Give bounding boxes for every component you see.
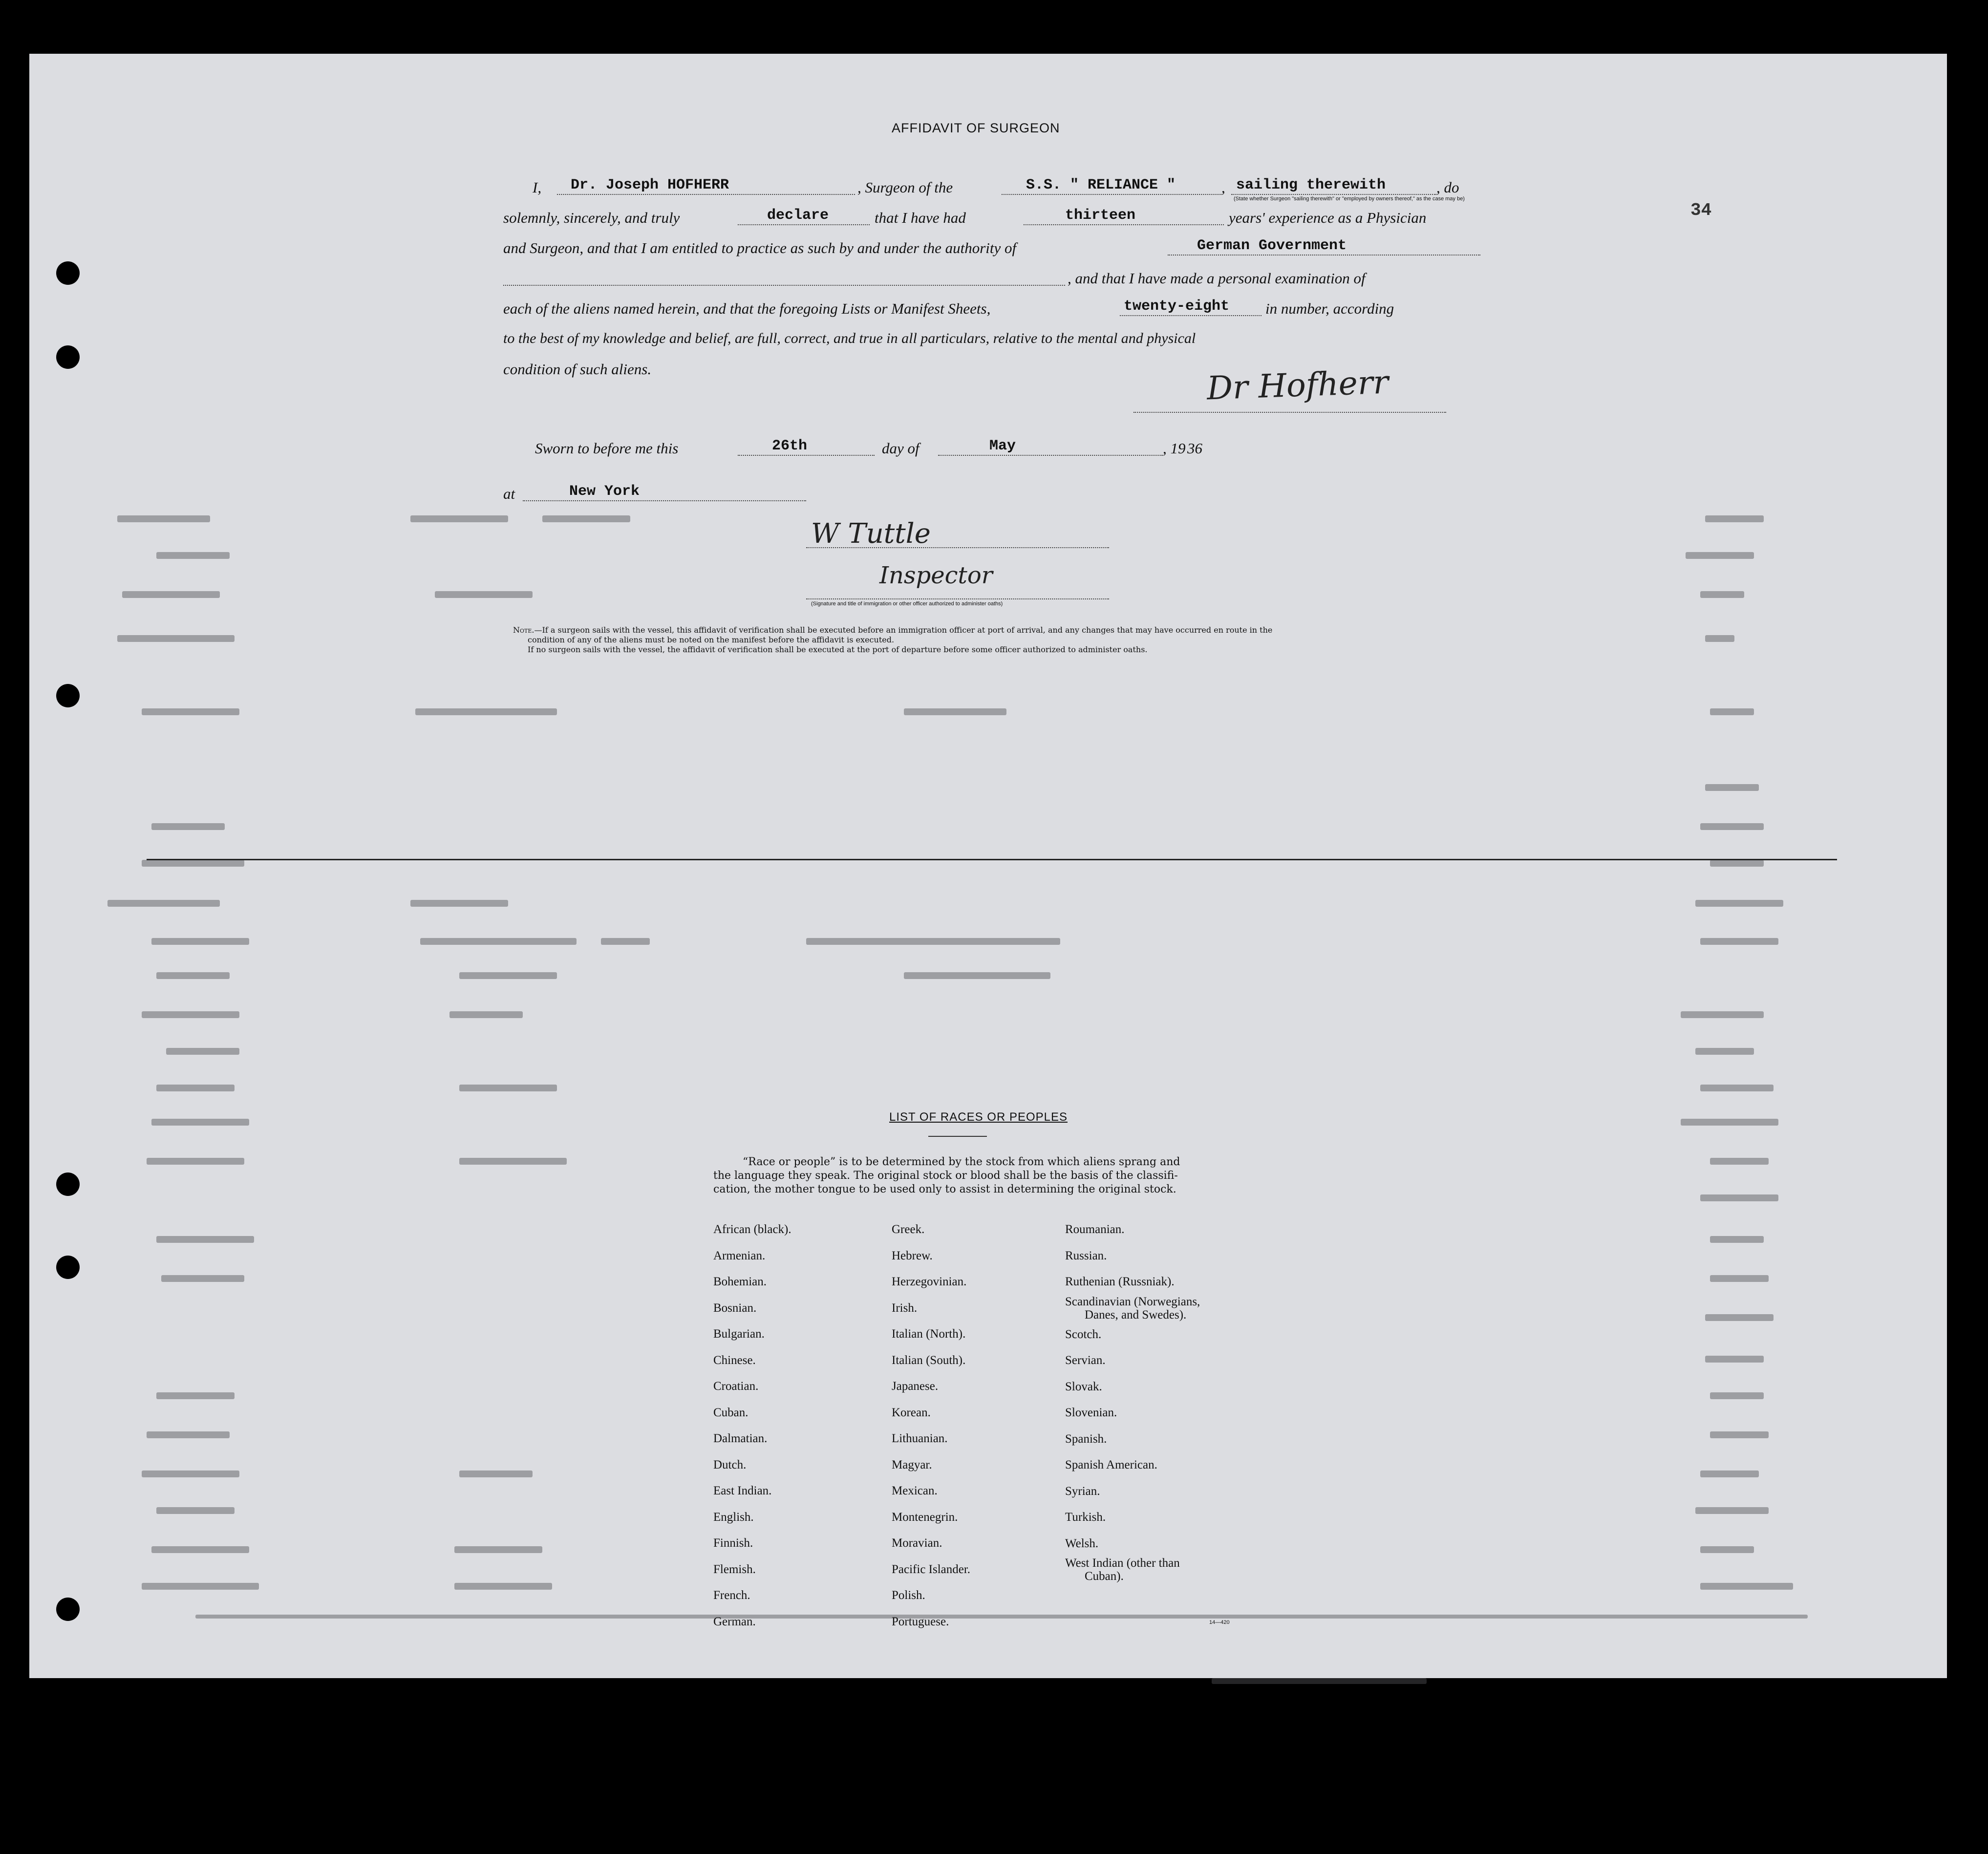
race-item: Hebrew. [892,1249,933,1262]
line2-mid: that I have had [875,209,966,226]
race-item: Italian (South). [892,1353,966,1367]
race-item: Cuban). [1085,1570,1124,1583]
race-item: East Indian. [713,1484,772,1497]
race-item: Croatian. [713,1380,759,1393]
line5-post: in number, according [1265,300,1394,317]
races-column-1 [713,1216,791,1635]
race-item: Greek. [892,1223,925,1236]
declare-verb: declare [767,207,829,224]
races-para-line2: the language they speak. The original stock or blood shall be the basis of the classifi- [713,1170,1178,1182]
races-para-line3: cation, the mother tongue to be used only to assist in determining the original stock. [713,1183,1176,1195]
races-column-3 [1065,1216,1200,1583]
line6: to the best of my knowledge and belief, are full, correct, and true in all particulars, relative to the mental and physical [503,330,1196,346]
sworn-day: 26th [772,438,808,454]
officer-signature: W Tuttle [811,518,931,550]
race-item: Chinese. [713,1353,756,1367]
note-line2: condition of any of the aliens must be noted on the manifest before the affidavit is executed. [528,635,895,644]
race-item: French. [713,1589,750,1602]
race-item: Montenegrin. [892,1510,958,1524]
race-item: Dalmatian. [713,1432,768,1445]
sworn-mid: day of [882,440,919,457]
race-item: Servian. [1065,1354,1106,1367]
sworn-place: New York [569,483,640,500]
race-item: Russian. [1065,1249,1107,1262]
race-item: Spanish. [1065,1432,1107,1446]
line5-pre: each of the aliens named herein, and that the foregoing Lists or Manifest Sheets, [503,300,991,317]
race-item: Herzegovinian. [892,1275,967,1288]
sworn-pre: Sworn to before me this [535,440,679,457]
race-item: Bulgarian. [713,1327,765,1341]
race-item: Scandinavian (Norwegians, [1065,1295,1200,1308]
years-experience: thirteen [1065,207,1136,224]
race-item: African (black). [713,1223,791,1236]
punch-hole [56,345,80,369]
races-paragraph [713,1155,1180,1196]
line3-pre: and Surgeon, and that I am entitled to practice as such by and under the authority of [503,239,1017,256]
note-block [513,625,1272,655]
status-note: (State whether Surgeon "sailing therewith" or "employed by owners thereof," as the case may be) [1234,196,1465,202]
race-item: Portuguese. [892,1615,949,1628]
surgeon-name: Dr. Joseph HOFHERR [571,177,729,193]
race-item: Finnish. [713,1536,753,1550]
sworn-month: May [989,438,1016,454]
race-item: Pacific Islander. [892,1562,971,1576]
race-item: English. [713,1510,754,1524]
line2-post: years' experience as a Physician [1229,209,1427,226]
affidavit-title: AFFIDAVIT OF SURGEON [892,121,1060,135]
page-number: 34 [1690,200,1712,220]
race-item: Polish. [892,1589,925,1602]
race-item: Lithuanian. [892,1432,948,1445]
officer-title: Inspector [879,562,993,589]
race-item: Slovak. [1065,1380,1102,1393]
race-item: Turkish. [1065,1511,1106,1524]
race-item: Syrian. [1065,1484,1100,1498]
line1-mid2: , [1221,179,1225,196]
race-item: West Indian (other than [1065,1556,1180,1570]
races-para-line1: “Race or people” is to be determined by the stock from which aliens sprang and [743,1156,1180,1168]
sworn-year: 36 [1187,440,1202,457]
manifest-rule [147,859,1837,860]
race-item: Japanese. [892,1380,939,1393]
race-item: Italian (North). [892,1327,966,1341]
line1-pre: I, [533,179,542,196]
line4-post: , and that I have made a personal examination of [1068,270,1366,287]
surgeon-signature: Dr Hofherr [1206,363,1389,407]
race-item: German. [713,1615,756,1628]
officer-caption: (Signature and title of immigration or other officer authorized to administer oaths) [811,601,1003,607]
race-item: Danes, and Swedes). [1085,1308,1187,1321]
race-item: Korean. [892,1406,931,1419]
note-label: Note. [513,625,534,635]
race-item: Bosnian. [713,1301,757,1315]
form-code: 14—420 [1209,1620,1230,1625]
race-item: Scotch. [1065,1327,1102,1341]
punch-hole [56,261,80,285]
races-column-2 [892,1216,970,1635]
line7: condition of such aliens. [503,361,652,378]
authority: German Government [1197,237,1347,254]
line1-mid1: , Surgeon of the [857,179,953,196]
note-line3: If no surgeon sails with the vessel, the affidavit of verification shall be executed at the port of departure before some officer authorized to administer oaths. [528,645,1148,654]
race-item: Magyar. [892,1458,932,1471]
sheet-count: twenty-eight [1124,298,1230,315]
race-item: Armenian. [713,1249,766,1262]
race-item: Mexican. [892,1484,938,1497]
line2-pre: solemnly, sincerely, and truly [503,209,680,226]
races-title-rule [928,1136,987,1137]
race-item: Moravian. [892,1536,942,1550]
line1-post: , do [1436,179,1459,196]
race-item: Flemish. [713,1562,756,1576]
surgeon-status: sailing therewith [1236,177,1386,193]
punch-hole [56,684,80,707]
race-item: Slovenian. [1065,1406,1117,1419]
race-item: Dutch. [713,1458,747,1471]
punch-hole [56,1172,80,1196]
document-page [29,54,1947,1678]
ship-name: S.S. " RELIANCE " [1026,177,1176,193]
at-pre: at [503,485,515,502]
race-item: Ruthenian (Russniak). [1065,1275,1175,1288]
sworn-year-pre: , 19 [1163,440,1186,457]
race-item: Irish. [892,1301,918,1315]
race-item: Roumanian. [1065,1223,1125,1236]
note-line1: —If a surgeon sails with the vessel, this affidavit of verification shall be executed before an immigration officer at port of arrival, and any changes that may have occurred en route in the [534,625,1273,635]
punch-hole [56,1598,80,1621]
race-item: Spanish American. [1065,1458,1157,1471]
race-item: Cuban. [713,1406,748,1419]
races-title: LIST OF RACES OR PEOPLES [889,1110,1068,1124]
race-item: Welsh. [1065,1536,1099,1550]
race-item: Bohemian. [713,1275,767,1288]
punch-hole [56,1256,80,1279]
